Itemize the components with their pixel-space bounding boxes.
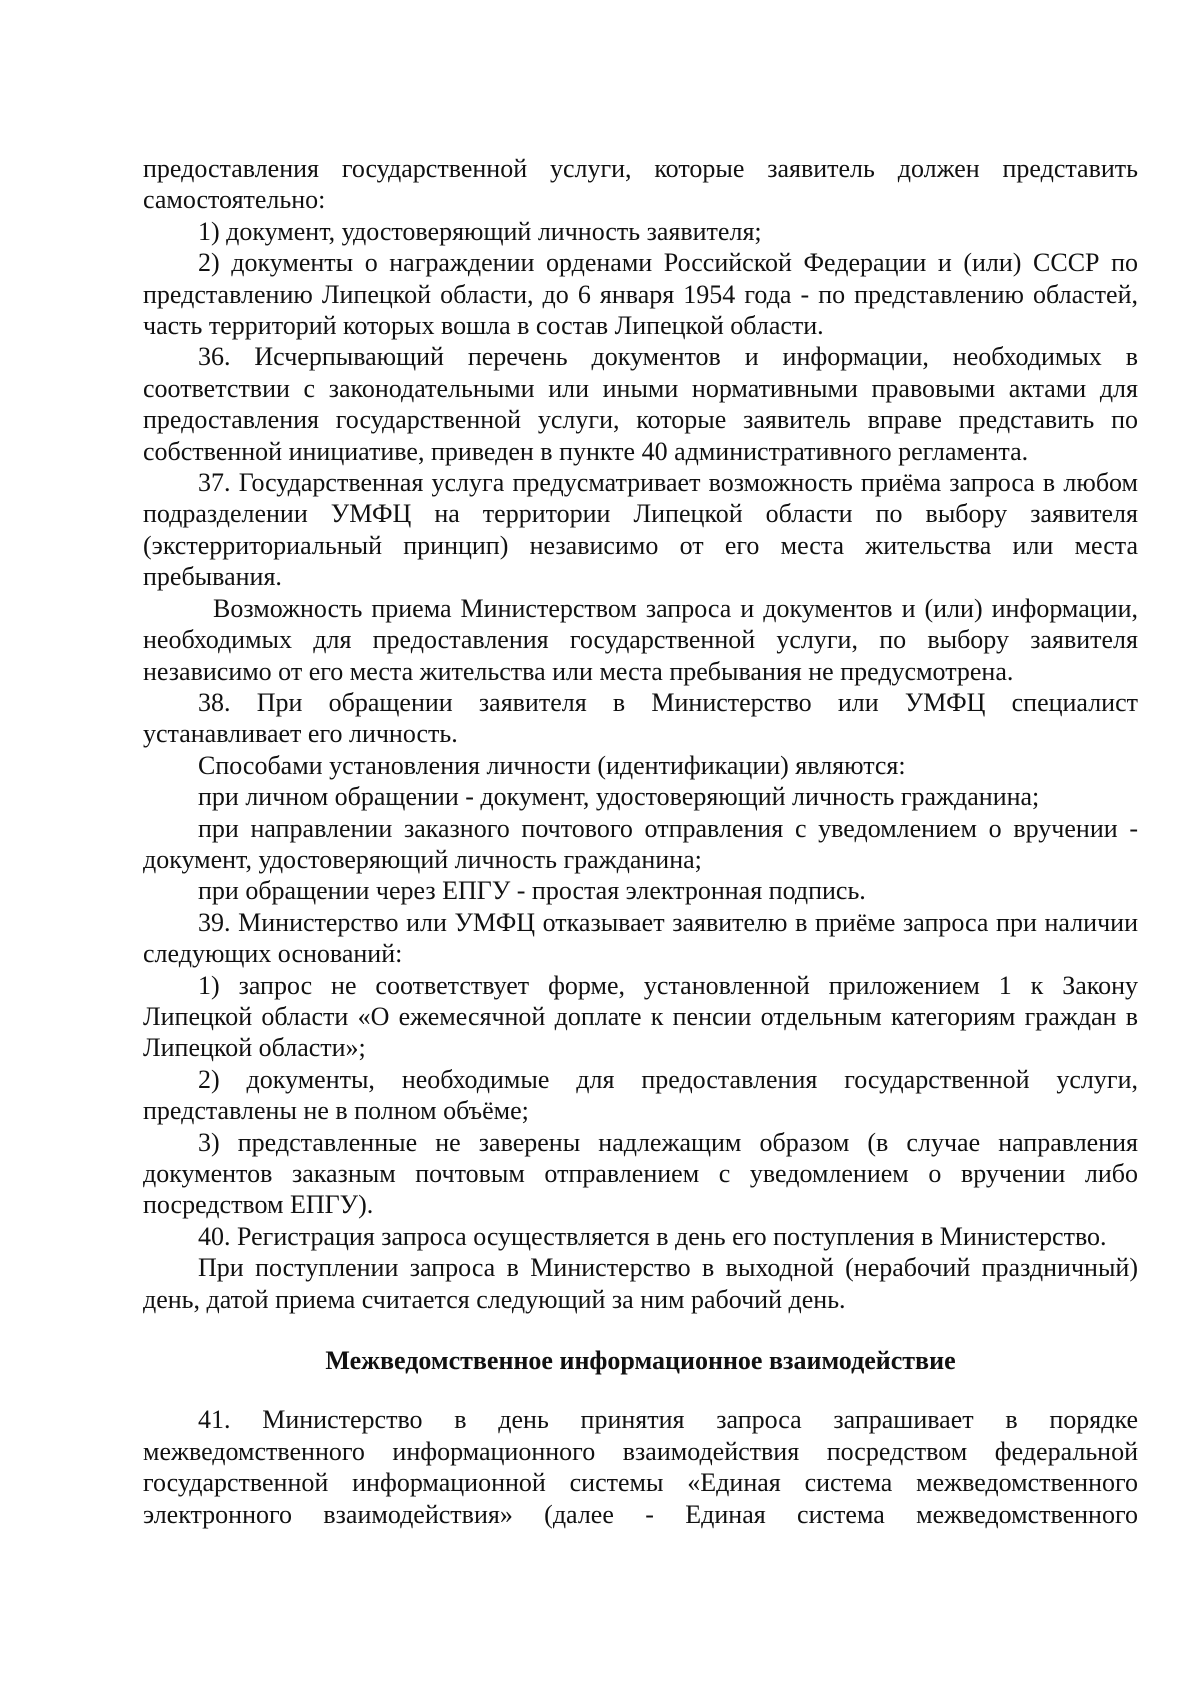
paragraph: предоставления государственной услуги, которые заявитель должен представить самостоятельно:: [143, 154, 1138, 215]
paragraph-37: 37. Государственная услуга предусматривает возможность приёма запроса в любом подразделении УМФЦ на территории Липецкой области по выбору заявителя (экстерриториальный принцип) независимо от его места жительства или места пребывания.: [143, 468, 1138, 592]
list-item-1: 1) документ, удостоверяющий личность заявителя;: [198, 216, 762, 246]
paragraph-41: 41. Министерство в день принятия запроса запрашивает в порядке межведомственного информационного взаимодействия посредством федеральной государственной информационной системы «Единая система межведомственного электронного взаимодействия» (далее - Единая система межведомственного: [143, 1405, 1138, 1529]
list-item-2: 2) документы, необходимые для предоставления государственной услуги, представлены не в полном объёме;: [143, 1064, 1138, 1126]
paragraph-38: 38. При обращении заявителя в Министерство или УМФЦ специалист устанавливает его личность.: [143, 687, 1138, 749]
section-heading: Межведомственное информационное взаимодействие: [325, 1346, 956, 1376]
paragraph-36: 36. Исчерпывающий перечень документов и информации, необходимых в соответствии с законодательными или иными нормативными правовыми актами для предоставления государственной услуги, которые заявитель вправе представить по собственной инициативе, приведен в пункте 40 административного регламента.: [143, 342, 1138, 466]
list-item-3: 3) представленные не заверены надлежащим образом (в случае направления документов заказным почтовым отправлением с уведомлением о вручении либо посредством ЕПГУ).: [143, 1127, 1138, 1220]
paragraph-40: 40. Регистрация запроса осуществляется в день его поступления в Министерство.: [198, 1221, 1107, 1251]
paragraph: при обращении через ЕПГУ - простая электронная подпись.: [198, 876, 866, 906]
paragraph: Возможность приема Министерством запроса и документов и (или) информации, необходимых для предоставления государственной услуги, по выбору заявителя независимо от его места жительства или места пребывания не предусмотрена.: [143, 593, 1138, 686]
list-item-2: 2) документы о награждении орденами Российской Федерации и (или) СССР по представлению Липецкой области, до 6 января 1954 года - по представлению областей, часть территорий которых вошла в состав Липецкой области.: [143, 248, 1138, 341]
paragraph: при личном обращении - документ, удостоверяющий личность гражданина;: [198, 782, 1040, 812]
paragraph: При поступлении запроса в Министерство в выходной (нерабочий праздничный) день, датой приема считается следующий за ним рабочий день.: [143, 1253, 1138, 1314]
paragraph: Способами установления личности (идентификации) являются:: [198, 750, 906, 780]
list-item-1: 1) запрос не соответствует форме, установленной приложением 1 к Закону Липецкой области «О ежемесячной доплате к пенсии отдельным категориям граждан в Липецкой области»;: [143, 970, 1138, 1063]
paragraph: при направлении заказного почтового отправления с уведомлением о вручении - документ, удостоверяющий личность гражданина;: [143, 813, 1138, 874]
document-page: [143, 153, 1138, 1530]
paragraph-39: 39. Министерство или УМФЦ отказывает заявителю в приёме запроса при наличии следующих оснований:: [143, 907, 1138, 969]
